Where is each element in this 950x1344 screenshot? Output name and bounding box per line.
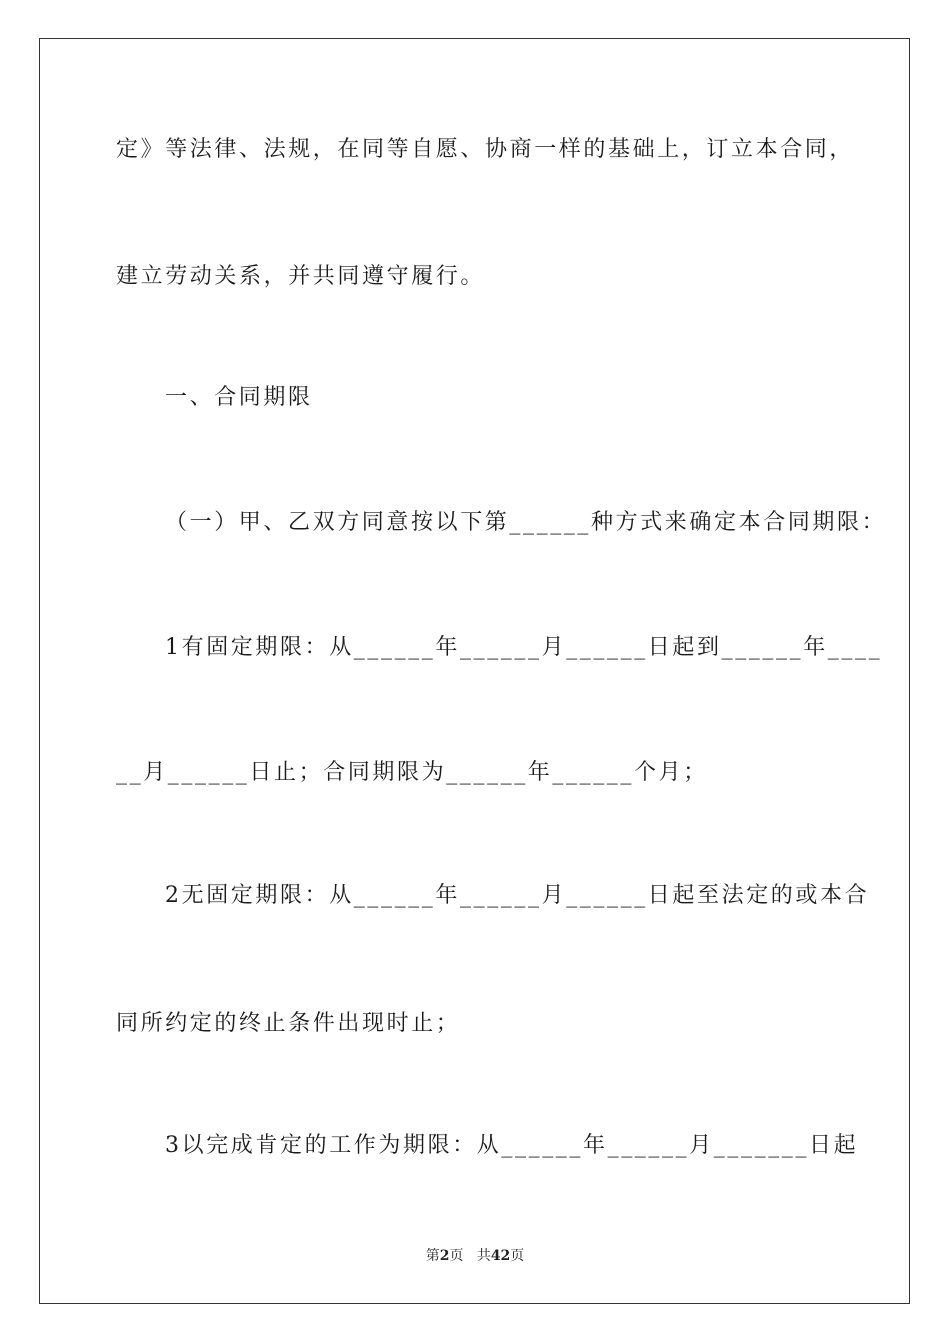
text-line-2: 建立劳动关系，并共同遵守履行。 bbox=[116, 264, 486, 289]
page-footer bbox=[0, 1246, 950, 1266]
text-line-4: 1有固定期限：从______年______月______日起到______年____ bbox=[165, 635, 883, 660]
section-heading: 一、合同期限 bbox=[165, 385, 313, 410]
footer-page-number: 2 bbox=[439, 1248, 450, 1264]
page-frame bbox=[39, 38, 910, 1304]
footer-total-pages: 42 bbox=[490, 1248, 511, 1264]
footer-total-prefix: 共 bbox=[476, 1248, 491, 1264]
text-line-5: __月______日止；合同期限为______年______个月； bbox=[116, 760, 708, 785]
footer-page-suffix: 页 bbox=[449, 1248, 464, 1264]
text-line-8: 3以完成肯定的工作为期限：从______年______月_______日起 bbox=[165, 1133, 859, 1158]
footer-page-prefix: 第 bbox=[425, 1248, 440, 1264]
text-line-7: 同所约定的终止条件出现时止； bbox=[116, 1011, 461, 1036]
footer-total-suffix: 页 bbox=[510, 1248, 525, 1264]
text-line-6: 2无固定期限：从______年______月______日起至法定的或本合 bbox=[165, 883, 870, 908]
text-line-1: 定》等法律、法规，在同等自愿、协商一样的基础上，订立本合同， bbox=[116, 137, 855, 162]
text-line-3: （一）甲、乙双方同意按以下第______种方式来确定本合同期限： bbox=[165, 510, 887, 535]
